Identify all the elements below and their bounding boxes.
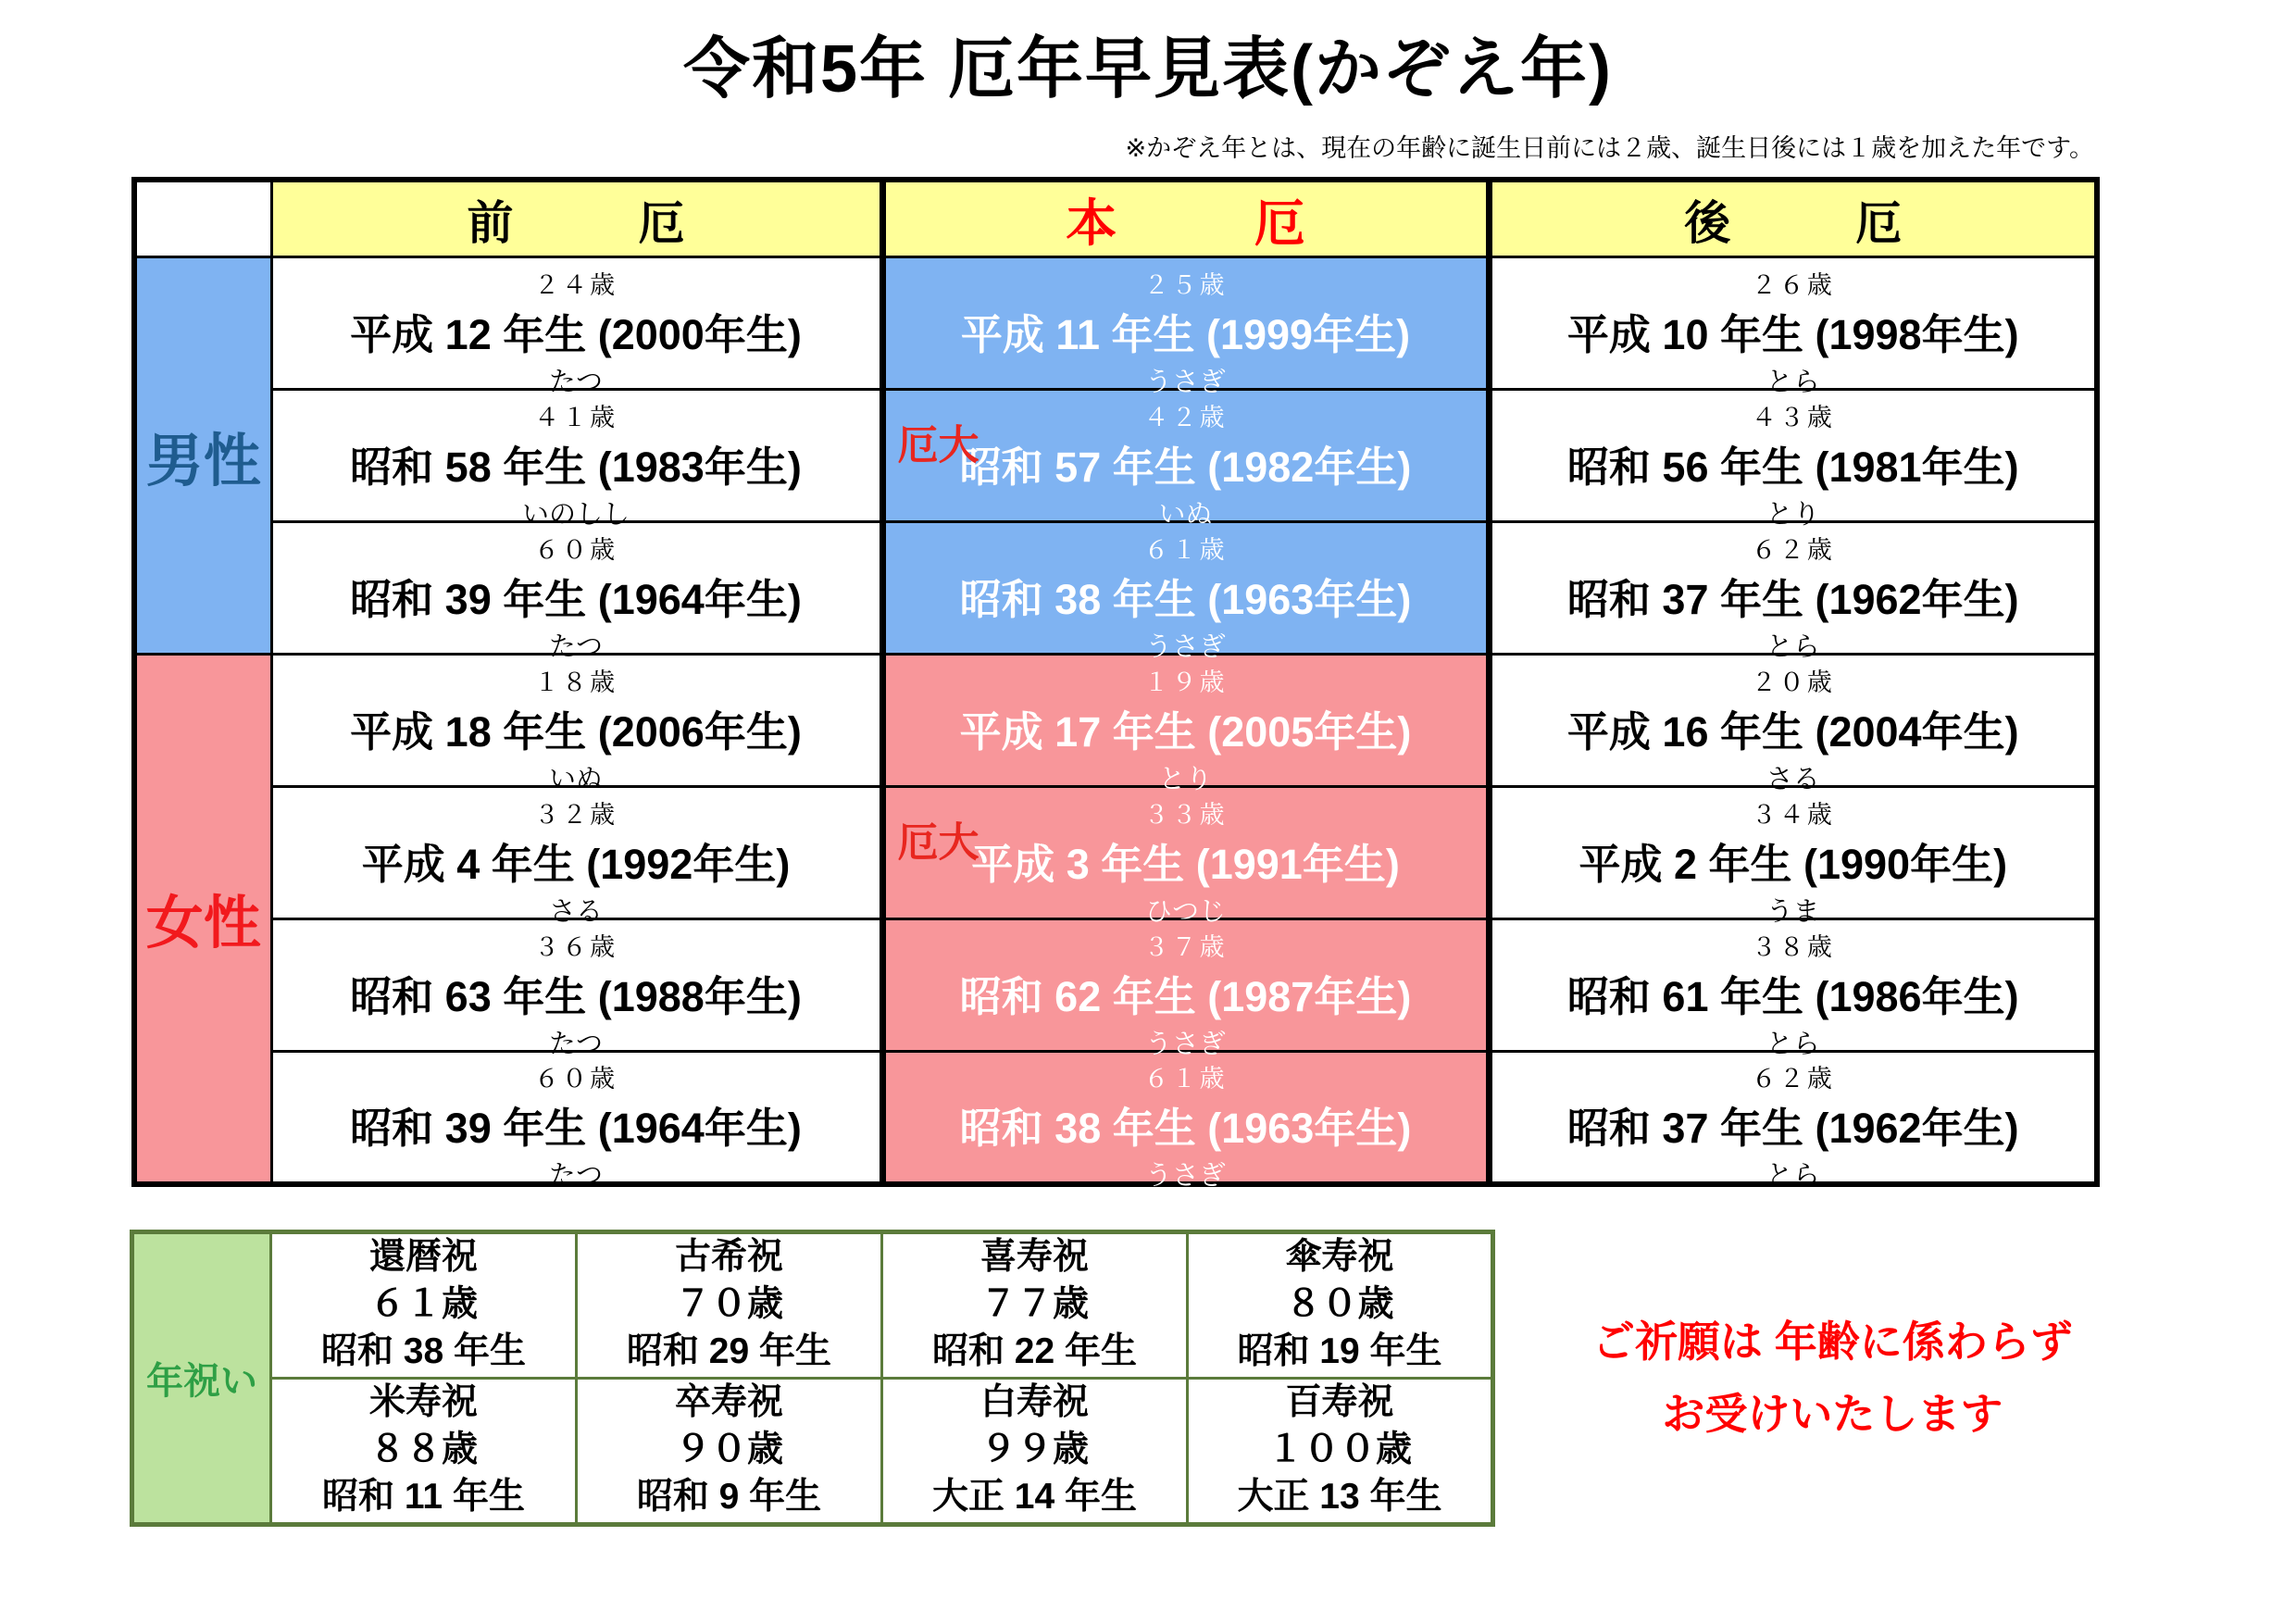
age-text: ３７歳	[1143, 932, 1228, 961]
celebration-name: 白寿祝	[980, 1382, 1089, 1423]
zodiac-text: たつ	[548, 1029, 603, 1059]
birth-year-text: 平成 16 年生 (2004年生)	[1566, 707, 2019, 756]
cell-female-r4-honyaku	[882, 1052, 1489, 1191]
header-maeyaku: 前 厄	[271, 180, 882, 257]
birth-year-text: 平成 2 年生 (1990年生)	[1578, 840, 2008, 888]
birth-year-text: 平成 11 年生 (1999年生)	[960, 310, 1411, 358]
cell-male-r1-maeyaku	[271, 257, 882, 397]
taiyaku-label: 大厄	[891, 820, 978, 885]
cell-male-r1-atoyaku	[1489, 257, 2097, 397]
cell-male-r1-honyaku	[882, 257, 1489, 397]
prayer-note-line1: ご祈願は 年齢に係わらず	[1592, 1318, 2073, 1366]
age-text: ３２歳	[534, 800, 618, 829]
table-row	[134, 1052, 2097, 1184]
birth-year-text: 平成 18 年生 (2006年生)	[350, 707, 802, 756]
table-row	[134, 655, 2097, 787]
zodiac-text: とら	[1766, 1029, 1820, 1059]
celebration-age: ７０歳	[674, 1284, 783, 1325]
celebration-name: 古希祝	[674, 1237, 783, 1278]
age-text: ６０歳	[534, 535, 618, 564]
cell-female-r2-maeyaku	[271, 787, 882, 927]
cell-male-r3-maeyaku	[271, 522, 882, 662]
birth-year-text: 昭和 37 年生 (1962年生)	[1566, 575, 2019, 623]
zodiac-text: とら	[1766, 631, 1820, 662]
celebration-age: ９９歳	[980, 1430, 1089, 1470]
birth-year-text: 平成 3 年生 (1991年生)	[971, 840, 1400, 888]
age-text: ２５歳	[1143, 270, 1228, 299]
zodiac-text: いのしし	[521, 499, 630, 530]
prayer-note-line2: お受けいたします	[1662, 1390, 2003, 1438]
zodiac-text: うま	[1766, 896, 1820, 927]
birth-year-text: 平成 12 年生 (2000年生)	[350, 310, 802, 358]
birth-year-text: 昭和 61 年生 (1986年生)	[1566, 972, 2019, 1020]
celebration-year: 昭和 38 年生	[320, 1330, 527, 1371]
zodiac-text: いぬ	[548, 764, 603, 794]
cell-male-r2-atoyaku	[1489, 390, 2097, 530]
table-row	[134, 257, 2097, 390]
celebration-year: 昭和 22 年生	[931, 1330, 1138, 1371]
birth-year-text: 平成 17 年生 (2005年生)	[959, 707, 1412, 756]
corner-blank-cell	[134, 180, 271, 257]
celebration-age: ７７歳	[980, 1284, 1089, 1325]
cell-female-r3-maeyaku	[271, 919, 882, 1059]
zodiac-text: さる	[548, 896, 603, 927]
celebration-age: ８０歳	[1285, 1284, 1394, 1325]
birth-year-text: 昭和 38 年生 (1963年生)	[959, 1104, 1412, 1152]
celebration-year: 昭和 9 年生	[636, 1476, 822, 1517]
table-row	[134, 787, 2097, 919]
age-text: １８歳	[534, 668, 618, 696]
page-title: 令和5年 厄年早見表(かぞえ年)	[682, 32, 1613, 106]
zodiac-text: さる	[1766, 764, 1820, 794]
cell-female-r1-maeyaku	[271, 655, 882, 794]
zodiac-text: とり	[1766, 499, 1820, 530]
header-row	[134, 180, 2097, 257]
celebration-name: 卒寿祝	[674, 1382, 783, 1423]
celebration-name: 百寿祝	[1285, 1382, 1394, 1423]
yakudoshi-table	[131, 177, 2100, 1191]
celebration-age: １００歳	[1267, 1430, 1412, 1470]
toshiiwai-table	[130, 1230, 1495, 1527]
birth-year-text: 昭和 62 年生 (1987年生)	[959, 972, 1412, 1020]
zodiac-text: たつ	[548, 1160, 603, 1191]
zodiac-text: とら	[1766, 367, 1820, 397]
prayer-note	[1592, 1318, 2073, 1438]
table-row	[132, 1231, 1493, 1378]
zodiac-text: うさぎ	[1144, 367, 1226, 397]
bottom-section	[130, 1230, 2296, 1527]
celebration-year: 昭和 19 年生	[1237, 1330, 1442, 1371]
cell-female-r3-honyaku	[882, 919, 1489, 1059]
header-honyaku: 本 厄	[882, 180, 1489, 257]
zodiac-text: うさぎ	[1144, 631, 1226, 662]
cell-hyakuju	[1188, 1378, 1493, 1524]
cell-female-r2-atoyaku	[1489, 787, 2097, 927]
kazoe-doshi-note: ※かぞえ年とは、現在の年齢に誕生日前には２歳、誕生日後には１歳を加えた年です。	[1125, 134, 2094, 162]
cell-female-r4-atoyaku	[1489, 1052, 2097, 1191]
cell-sanju	[1188, 1231, 1493, 1378]
cell-male-r3-honyaku	[882, 522, 1489, 662]
zodiac-text: うさぎ	[1144, 1029, 1226, 1059]
cell-male-r2-maeyaku	[271, 390, 882, 530]
age-text: ２４歳	[534, 270, 618, 299]
cell-male-r3-atoyaku	[1489, 522, 2097, 662]
age-text: ３４歳	[1751, 800, 1835, 829]
birth-year-text: 平成 10 年生 (1998年生)	[1566, 310, 2019, 358]
age-text: １９歳	[1143, 668, 1228, 696]
age-text: ４３歳	[1751, 403, 1835, 431]
cell-female-r4-maeyaku	[271, 1052, 882, 1191]
header-atoyaku: 後 厄	[1489, 180, 2097, 257]
cell-kiju	[882, 1231, 1188, 1378]
birth-year-text: 平成 4 年生 (1992年生)	[361, 840, 791, 888]
cell-female-r2-honyaku	[882, 787, 1489, 927]
table-row	[134, 390, 2097, 522]
celebration-year: 大正 14 年生	[931, 1476, 1138, 1517]
age-text: ６０歳	[534, 1064, 618, 1093]
toshiiwai-label: 年祝い	[132, 1231, 271, 1524]
celebration-name: 喜寿祝	[980, 1237, 1089, 1278]
age-text: ２０歳	[1751, 668, 1835, 696]
celebration-year: 昭和 11 年生	[322, 1476, 525, 1517]
birth-year-text: 昭和 39 年生 (1964年生)	[350, 1104, 802, 1152]
age-text: ３３歳	[1143, 800, 1228, 829]
celebration-year: 大正 13 年生	[1237, 1476, 1442, 1517]
age-text: ６１歳	[1143, 535, 1228, 564]
birth-year-text: 昭和 58 年生 (1983年生)	[350, 443, 802, 491]
birth-year-text: 昭和 57 年生 (1982年生)	[959, 443, 1412, 491]
zodiac-text: うさぎ	[1144, 1160, 1226, 1191]
age-text: ３８歳	[1751, 932, 1835, 961]
celebration-age: ８８歳	[368, 1430, 478, 1470]
cell-female-r3-atoyaku	[1489, 919, 2097, 1059]
cell-female-r1-honyaku	[882, 655, 1489, 794]
zodiac-text: とら	[1766, 1160, 1820, 1191]
zodiac-text: いぬ	[1158, 499, 1213, 530]
age-text: ６１歳	[1143, 1064, 1228, 1093]
cell-female-r1-atoyaku	[1489, 655, 2097, 794]
cell-male-r2-honyaku	[882, 390, 1489, 530]
age-text: ４２歳	[1143, 403, 1228, 431]
zodiac-text: たつ	[548, 631, 603, 662]
age-text: ２６歳	[1751, 270, 1835, 299]
cell-kanreki	[271, 1231, 577, 1378]
birth-year-text: 昭和 56 年生 (1981年生)	[1566, 443, 2019, 491]
birth-year-text: 昭和 38 年生 (1963年生)	[959, 575, 1412, 623]
birth-year-text: 昭和 63 年生 (1988年生)	[350, 972, 802, 1020]
celebration-age: ９０歳	[674, 1430, 783, 1470]
age-text: ６２歳	[1751, 535, 1835, 564]
age-text: ３６歳	[534, 932, 618, 961]
zodiac-text: ひつじ	[1144, 896, 1226, 927]
cell-koki	[577, 1231, 882, 1378]
zodiac-text: たつ	[548, 367, 603, 397]
cell-beiju	[271, 1378, 577, 1524]
celebration-name: 還暦祝	[368, 1237, 478, 1278]
taiyaku-label: 大厄	[891, 423, 978, 488]
celebration-name: 傘寿祝	[1285, 1237, 1394, 1278]
celebration-age: ６１歳	[368, 1284, 478, 1325]
birth-year-text: 昭和 37 年生 (1962年生)	[1566, 1104, 2019, 1152]
table-row	[134, 522, 2097, 655]
table-row	[134, 919, 2097, 1052]
table-row	[132, 1378, 1493, 1524]
age-text: ４１歳	[534, 403, 618, 431]
cell-hakuju	[882, 1378, 1188, 1524]
age-text: ６２歳	[1751, 1064, 1835, 1093]
male-section-label: 男性	[134, 257, 271, 655]
birth-year-text: 昭和 39 年生 (1964年生)	[350, 575, 802, 623]
female-section-label: 女性	[134, 655, 271, 1184]
celebration-name: 米寿祝	[368, 1382, 478, 1423]
zodiac-text: とり	[1158, 764, 1213, 794]
cell-sotsuju	[577, 1378, 882, 1524]
celebration-year: 昭和 29 年生	[626, 1330, 832, 1371]
